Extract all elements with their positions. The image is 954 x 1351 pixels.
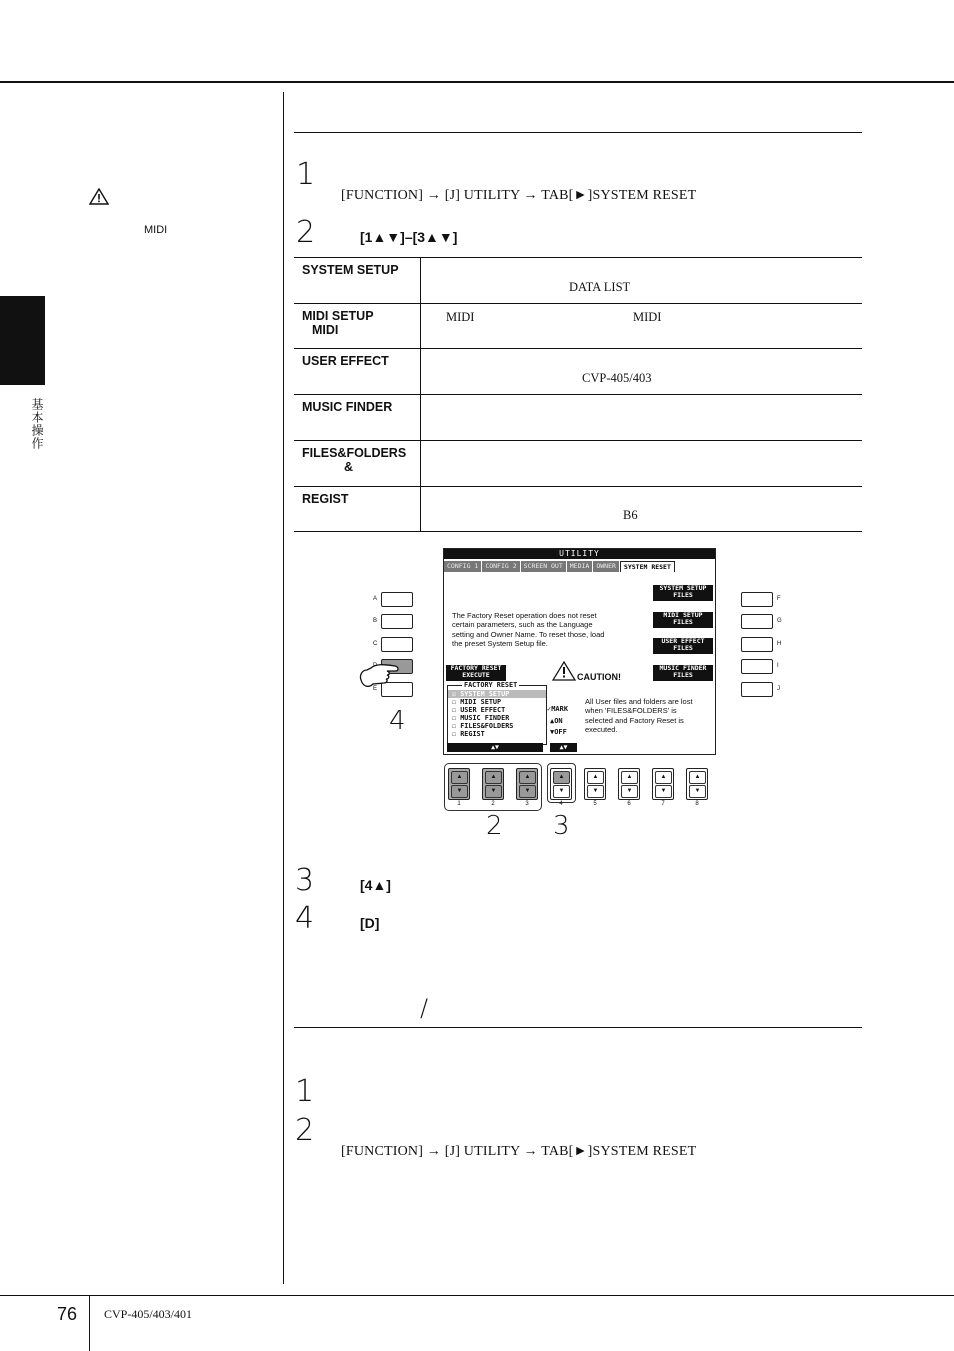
tab-config-2[interactable]: CONFIG 2 — [482, 561, 519, 572]
panel-button-g[interactable] — [741, 614, 773, 629]
panel-button-h[interactable] — [741, 637, 773, 652]
section1-rule — [294, 132, 862, 133]
callout-step-3: 3 — [553, 811, 570, 841]
menu-path: [FUNCTION] → [J] UTILITY → TAB[►]SYSTEM RESET — [341, 188, 697, 203]
off-label: ▼OFF — [550, 728, 567, 736]
checklist-title: FACTORY RESET — [464, 681, 518, 689]
caution-label: CAUTION! — [577, 672, 621, 682]
callout-step-2: 2 — [486, 811, 503, 841]
button-label-3: 3 — [525, 801, 529, 807]
table-row-desc — [421, 395, 863, 441]
table-row-desc: B6 — [421, 487, 863, 532]
panel-label-h: H — [777, 641, 782, 647]
mark-arrows-bar: ▲▼ — [550, 743, 577, 752]
updown-button-6[interactable]: ▲ ▼ — [618, 768, 640, 800]
table-row-name: FILES&FOLDERS & — [294, 441, 421, 487]
table-row-name: MIDI SETUP MIDI — [294, 304, 421, 349]
table-row-name: SYSTEM SETUP — [294, 258, 421, 304]
sidebar-midi-text: MIDI — [144, 224, 168, 236]
music-finder-files-button[interactable]: MUSIC FINDER FILES — [653, 665, 713, 681]
top-rule — [0, 81, 954, 83]
step-number: 4 — [295, 901, 315, 936]
footer-rule — [0, 1295, 954, 1296]
updown-button-7[interactable]: ▲ ▼ — [652, 768, 674, 800]
panel-button-a[interactable] — [381, 592, 413, 607]
table-row-desc: MIDI MIDI — [421, 304, 863, 349]
panel-label-j: J — [777, 686, 780, 692]
step-number: 3 — [295, 863, 315, 898]
footer-divider — [89, 1295, 90, 1351]
checkbox-user-effect[interactable]: ☐ USER EFFECT — [452, 706, 506, 714]
panel-button-i[interactable] — [741, 659, 773, 674]
checklist-arrows-bar: ▲▼ — [447, 743, 543, 752]
utility-lcd-screen — [443, 548, 716, 755]
panel-button-j[interactable] — [741, 682, 773, 697]
step-number: 2 — [296, 215, 316, 250]
tab-system-reset[interactable]: SYSTEM RESET — [620, 561, 675, 572]
button-reference: [D] — [360, 915, 380, 931]
system-setup-files-button[interactable]: SYSTEM SETUP FILES — [653, 585, 713, 601]
updown-button-2[interactable]: ▲ ▼ — [482, 768, 504, 800]
panel-label-c: C — [373, 641, 378, 647]
table-row-desc — [421, 441, 863, 487]
table-row-desc: CVP-405/403 — [421, 349, 863, 395]
table-row-name: USER EFFECT — [294, 349, 421, 395]
column-divider — [283, 92, 284, 1284]
factory-reset-checklist — [447, 681, 547, 745]
checkbox-midi-setup[interactable]: ☐ MIDI SETUP — [452, 698, 502, 706]
table-row-name: MUSIC FINDER — [294, 395, 421, 441]
button-label-2: 2 — [491, 801, 495, 807]
factory-reset-execute-button[interactable]: FACTORY RESET EXECUTE — [446, 665, 506, 681]
checkbox-music-finder[interactable]: ☐ MUSIC FINDER — [452, 714, 510, 722]
button-label-8: 8 — [695, 801, 699, 807]
step-number: 1 — [295, 1074, 315, 1109]
caution-text: All User files and folders are lost when 'FILES&FOLDERS' is selected and Factory Reset is executed. — [585, 697, 693, 735]
panel-button-f[interactable] — [741, 592, 773, 607]
warning-triangle-icon — [89, 188, 109, 210]
checkbox-system-setup[interactable]: ☑ SYSTEM SETUP — [448, 690, 546, 698]
updown-button-1[interactable]: ▲ ▼ — [448, 768, 470, 800]
panel-label-b: B — [373, 618, 378, 624]
tab-config-1[interactable]: CONFIG 1 — [444, 561, 481, 572]
button-label-6: 6 — [627, 801, 631, 807]
tab-owner[interactable]: OWNER — [593, 561, 619, 572]
table-row-name: REGIST — [294, 487, 421, 532]
tab-screen-out[interactable]: SCREEN OUT — [521, 561, 566, 572]
updown-button-4[interactable]: ▲ ▼ — [550, 768, 572, 800]
reset-items-table — [294, 257, 862, 532]
lcd-tab-bar — [444, 561, 715, 572]
step-number: 1 — [296, 157, 316, 192]
updown-button-3[interactable]: ▲ ▼ — [516, 768, 538, 800]
updown-button-8[interactable]: ▲ ▼ — [686, 768, 708, 800]
sidebar-black-tab — [0, 296, 45, 385]
factory-reset-note: The Factory Reset operation does not reset certain parameters, such as the Language setting and Owner Name. To reset those, load the preset System Setup file. — [452, 611, 605, 649]
mark-label: ✓MARK — [547, 705, 569, 713]
on-label: ▲ON — [550, 717, 563, 725]
midi-setup-files-button[interactable]: MIDI SETUP FILES — [653, 612, 713, 628]
panel-label-i: I — [777, 663, 779, 669]
button-label-1: 1 — [457, 801, 461, 807]
panel-label-f: F — [777, 596, 781, 602]
table-row-desc: DATA LIST — [421, 258, 863, 304]
section2-rule — [294, 1027, 862, 1028]
lcd-title: UTILITY — [444, 549, 715, 559]
updown-button-5[interactable]: ▲ ▼ — [584, 768, 606, 800]
button-reference: [4▲] — [360, 877, 391, 893]
button-reference: [1▲▼]–[3▲▼] — [360, 229, 458, 245]
step-number: 2 — [295, 1113, 315, 1148]
panel-label-e: E — [373, 686, 378, 692]
button-label-4: 4 — [559, 801, 563, 807]
user-effect-files-button[interactable]: USER EFFECT FILES — [653, 638, 713, 654]
menu-path: [FUNCTION] → [J] UTILITY → TAB[►]SYSTEM RESET — [341, 1144, 697, 1159]
model-name: CVP-405/403/401 — [104, 1307, 193, 1321]
panel-label-g: G — [777, 618, 782, 624]
checkbox-files-folders[interactable]: ☐ FILES&FOLDERS — [452, 722, 514, 730]
callout-step-4: 4 — [389, 706, 406, 736]
pressing-hand-icon — [357, 656, 403, 697]
panel-button-b[interactable] — [381, 614, 413, 629]
button-label-5: 5 — [593, 801, 597, 807]
tab-media[interactable]: MEDIA — [567, 561, 593, 572]
caution-icon — [552, 661, 576, 683]
section2-heading-slash: / — [420, 994, 429, 1022]
sidebar-vertical-tab-label: 基本操作 — [30, 398, 44, 450]
checkbox-regist[interactable]: ☐ REGIST — [452, 730, 485, 738]
page-number: 76 — [57, 1304, 78, 1324]
panel-label-a: A — [373, 596, 378, 602]
button-label-7: 7 — [661, 801, 665, 807]
panel-button-c[interactable] — [381, 637, 413, 652]
